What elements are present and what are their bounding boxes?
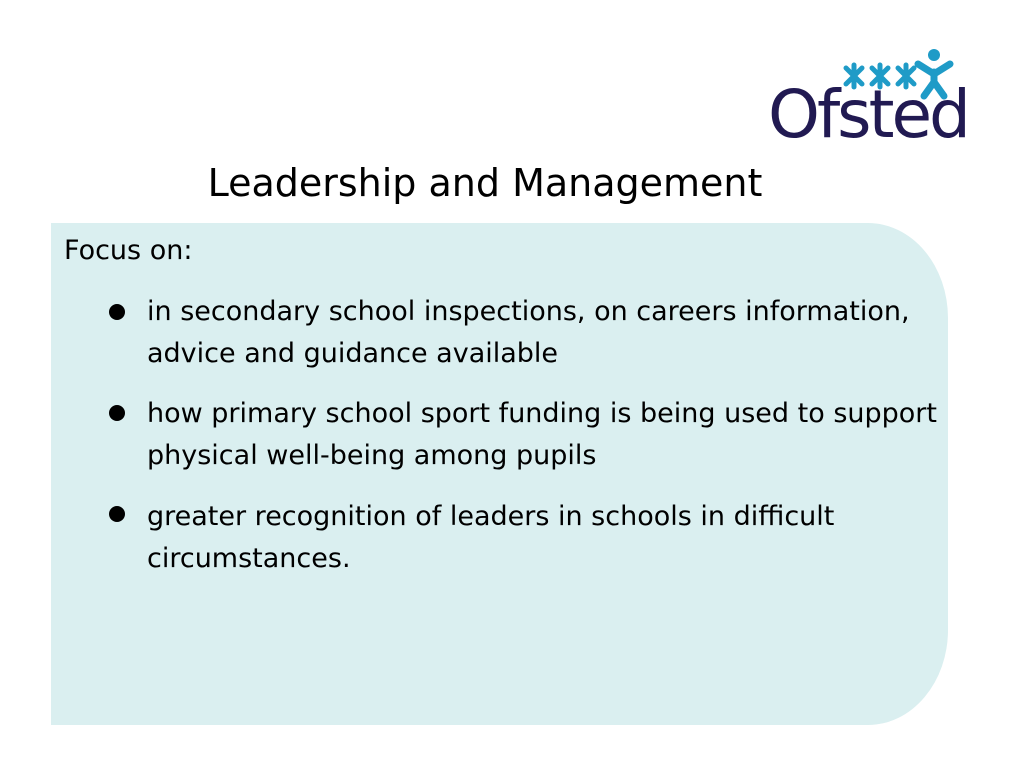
focus-intro: Focus on: bbox=[64, 235, 193, 266]
ofsted-wordmark: Ofsted bbox=[768, 76, 968, 153]
bullet-icon bbox=[109, 506, 125, 522]
bullet-text: greater recognition of leaders in schools in difficult circumstances. bbox=[147, 501, 835, 574]
bullet-icon bbox=[109, 405, 125, 421]
ofsted-logo bbox=[768, 48, 970, 154]
bullet-text: in secondary school inspections, on careers information, advice and guidance available bbox=[147, 296, 910, 369]
bullet-icon bbox=[109, 304, 125, 320]
slide-title: Leadership and Management bbox=[207, 161, 763, 205]
bullet-text: how primary school sport funding is being used to support physical well-being among pupils bbox=[147, 398, 937, 471]
